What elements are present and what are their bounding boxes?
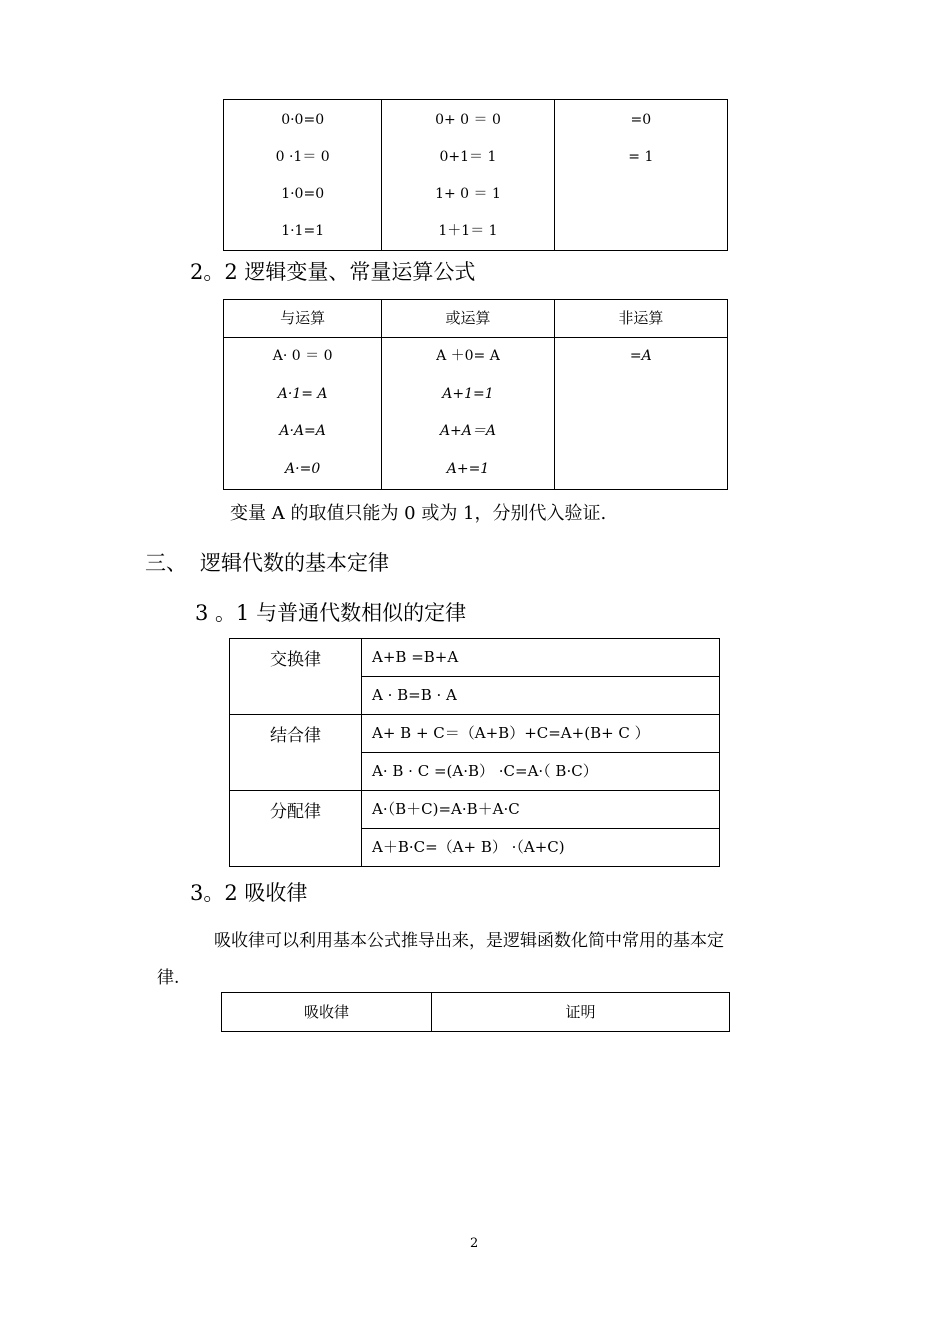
absorb-paragraph-line2: 律. [157,968,180,988]
law-formula: A+B =B+A [362,639,720,677]
section-3-1-heading: 3 。1 与普通代数相似的定律 [195,601,467,625]
formula: A+A＝A [439,423,496,439]
formula: A ＋0= A [436,348,500,364]
formula: A· 0 ＝ 0 [272,348,333,364]
law-name: 交换律 [230,639,362,715]
constant-ops-table [223,99,728,251]
formula: 0+1＝ 1 [439,149,497,165]
verify-note: 变量 A 的取值只能为 0 或为 1，分别代入验证. [230,503,607,524]
formula: 0+ 0 ＝ 0 [435,112,501,128]
formula: 0 ·1＝ 0 [275,149,330,165]
section-3-title: 逻辑代数的基本定律 [200,551,389,575]
law-name: 结合律 [230,715,362,791]
section-3-2-heading: 3。2 吸收律 [190,881,308,905]
absorb-table [221,992,730,1032]
law-formula: A＋B·C=（A+ B） ·（A+C) [362,829,720,867]
law-formula: A· B · C =(A·B） ·C=A·（ B·C） [362,753,720,791]
absorb-paragraph-line1: 吸收律可以利用基本公式推导出来，是逻辑函数化简中常用的基本定 [214,931,724,951]
formula: =A [629,348,652,364]
law-name: 分配律 [230,791,362,867]
formula: A+1=1 [442,385,494,402]
and-formulas [224,338,382,490]
variable-ops-table [223,299,728,490]
law-formula: A · B=B · A [362,677,720,715]
header-proof: 证明 [432,993,730,1032]
formula: A+=1 [446,460,490,477]
formula: 0·0=0 [281,112,325,128]
formula: =0 [630,112,652,128]
or-column [382,100,554,251]
law-formula: A+ B + C＝（A+B）+C=A+(B+ C ） [362,715,720,753]
header-and: 与运算 [224,300,382,338]
header-or: 或运算 [382,300,554,338]
not-formulas [554,338,727,490]
formula: 1＋1＝ 1 [438,223,498,239]
page-number: 2 [470,1236,479,1251]
formula: A·1= A [277,385,328,402]
formula: 1·1=1 [281,223,325,239]
section-2-2-heading: 2。2 逻辑变量、常量运算公式 [190,260,476,284]
formula: A·A=A [279,423,326,439]
formula: 1·0=0 [281,186,325,202]
formula: A·=0 [285,460,321,477]
or-formulas [382,338,554,490]
not-column [554,100,727,251]
header-not: 非运算 [554,300,727,338]
formula: = 1 [628,149,654,165]
and-column [224,100,382,251]
header-absorb-law: 吸收律 [222,993,432,1032]
law-formula: A·（B＋C)=A·B＋A·C [362,791,720,829]
section-3-number: 三、 [145,551,187,575]
laws-table [229,638,720,867]
formula: 1+ 0 ＝ 1 [435,186,501,202]
